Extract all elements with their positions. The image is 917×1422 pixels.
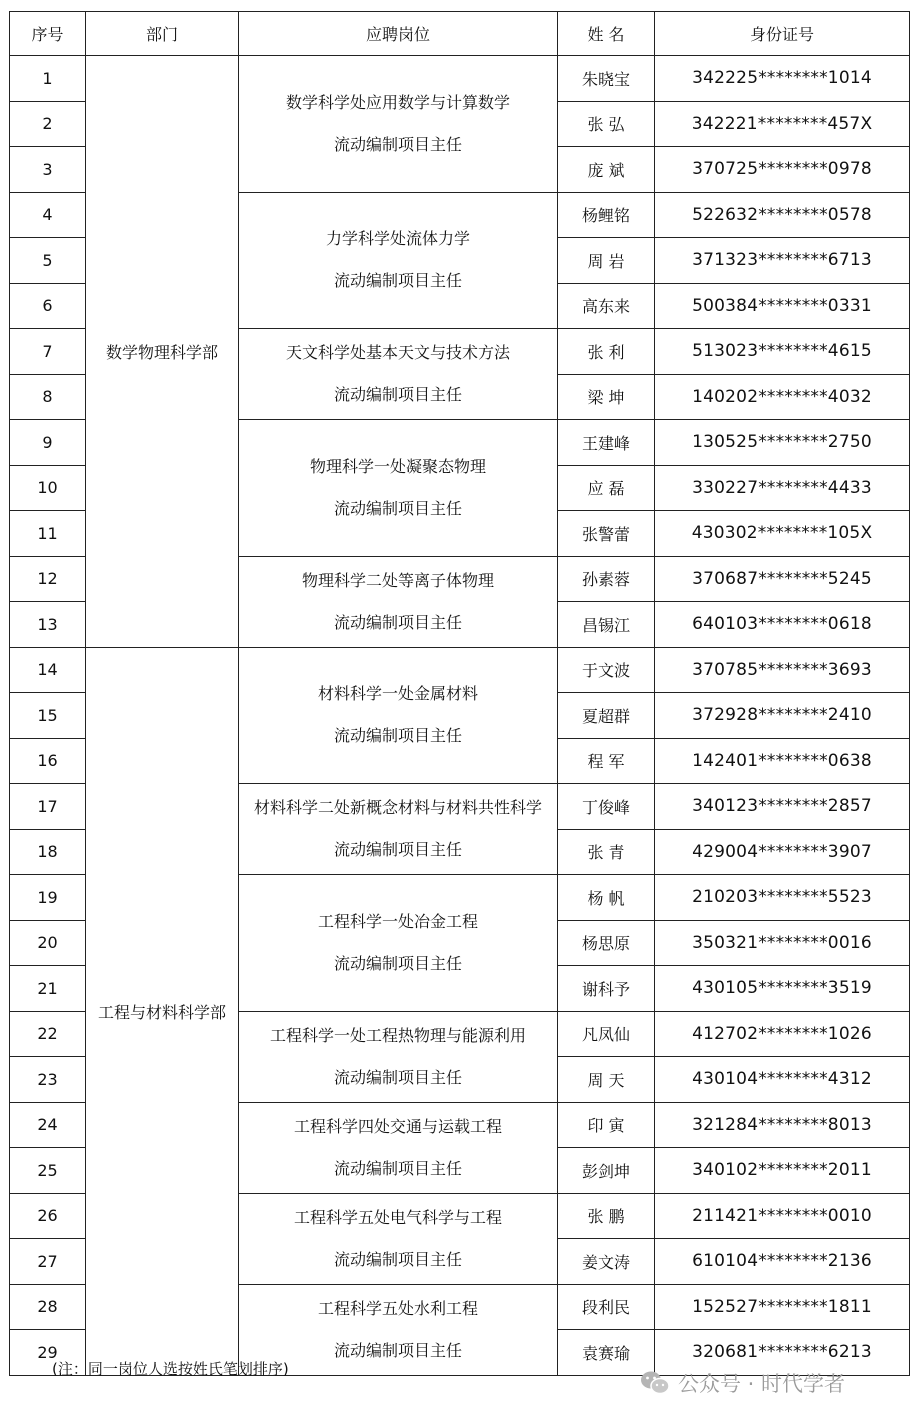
candidate-name: 彭剑坤 [558,1148,655,1194]
post-cell [239,1102,558,1193]
id-number: 371323********6713 [655,238,910,284]
id-number: 130525********2750 [655,420,910,466]
row-number: 2 [10,101,86,147]
table-row [10,647,910,693]
candidate-name: 段利民 [558,1284,655,1330]
post-role: 流动编制项目主任 [333,612,462,632]
row-number: 15 [10,693,86,739]
post-title: 材料科学一处金属材料 [317,684,478,704]
post-role: 流动编制项目主任 [333,498,462,518]
post-title: 工程科学五处水利工程 [317,1298,478,1318]
row-number: 22 [10,1011,86,1057]
id-number: 342221********457X [655,101,910,147]
post-title: 力学科学处流体力学 [325,229,470,249]
row-number: 13 [10,602,86,648]
candidate-name: 程 军 [558,738,655,784]
candidate-name: 杨 帆 [558,875,655,921]
row-number: 1 [10,56,86,102]
post-title: 天文科学处基本天文与技术方法 [285,343,510,362]
post-title: 数学科学处应用数学与计算数学 [285,92,510,112]
row-number: 29 [10,1330,86,1376]
row-number: 27 [10,1239,86,1285]
id-number: 430105********3519 [655,966,910,1012]
post-role: 流动编制项目主任 [333,840,462,859]
id-number: 372928********2410 [655,693,910,739]
post-cell [239,1193,558,1284]
row-number: 20 [10,920,86,966]
id-number: 500384********0331 [655,283,910,329]
id-number: 412702********1026 [655,1011,910,1057]
post-cell [239,647,558,784]
header-id: 身份证号 [655,12,910,56]
row-number: 5 [10,238,86,284]
post-title: 工程科学一处冶金工程 [317,911,478,931]
id-number: 370687********5245 [655,556,910,602]
candidate-name: 朱晓宝 [558,56,655,102]
row-number: 4 [10,192,86,238]
candidate-name: 张警蕾 [558,511,655,557]
watermark [640,1368,845,1398]
candidate-name: 张 鹏 [558,1193,655,1239]
candidate-name: 凡凤仙 [558,1011,655,1057]
post-role: 流动编制项目主任 [333,385,462,404]
id-number: 142401********0638 [655,738,910,784]
candidate-name: 周 岩 [558,238,655,284]
post-role: 流动编制项目主任 [333,1249,462,1269]
row-number: 14 [10,647,86,693]
row-number: 3 [10,147,86,193]
candidate-name: 杨鲤铭 [558,192,655,238]
footnote: (注：同一岗位人选按姓氏笔划排序) [52,1360,289,1378]
id-number: 210203********5523 [655,875,910,921]
id-number: 430302********105X [655,511,910,557]
id-number: 342225********1014 [655,56,910,102]
candidate-table [9,11,910,1376]
post-title: 物理科学一处凝聚态物理 [309,456,486,476]
id-number: 340102********2011 [655,1148,910,1194]
department-cell: 工程与材料科学部 [86,647,239,1375]
post-cell [239,329,558,420]
candidate-name: 于文波 [558,647,655,693]
id-number: 320681********6213 [655,1330,910,1376]
id-number: 640103********0618 [655,602,910,648]
id-number: 330227********4433 [655,465,910,511]
row-number: 24 [10,1102,86,1148]
table-header-row [10,12,910,56]
row-number: 18 [10,829,86,875]
candidate-name: 应 磊 [558,465,655,511]
row-number: 12 [10,556,86,602]
post-cell [239,556,558,647]
post-role: 流动编制项目主任 [333,271,462,291]
post-cell [239,192,558,329]
row-number: 16 [10,738,86,784]
candidate-name: 姜文涛 [558,1239,655,1285]
candidate-name: 王建峰 [558,420,655,466]
row-number: 21 [10,966,86,1012]
row-number: 26 [10,1193,86,1239]
post-title: 工程科学一处工程热物理与能源利用 [269,1025,526,1045]
header-post: 应聘岗位 [239,12,558,56]
row-number: 28 [10,1284,86,1330]
candidate-name: 丁俊峰 [558,784,655,830]
candidate-name: 张 青 [558,829,655,875]
post-role: 流动编制项目主任 [333,953,462,973]
id-number: 152527********1811 [655,1284,910,1330]
candidate-name: 张 弘 [558,101,655,147]
row-number: 11 [10,511,86,557]
id-number: 211421********0010 [655,1193,910,1239]
row-number: 17 [10,784,86,830]
post-title: 工程科学五处电气科学与工程 [293,1207,502,1227]
table-row [10,56,910,102]
id-number: 140202********4032 [655,374,910,420]
candidate-name: 梁 坤 [558,374,655,420]
candidate-name: 印 寅 [558,1102,655,1148]
post-role: 流动编制项目主任 [333,134,462,154]
candidate-name: 夏超群 [558,693,655,739]
header-name: 姓 名 [558,12,655,56]
post-role: 流动编制项目主任 [333,1340,462,1360]
post-cell [239,875,558,1012]
candidate-name: 杨思原 [558,920,655,966]
watermark-text: 公众号 · 时代学者 [678,1372,846,1396]
id-number: 522632********0578 [655,192,910,238]
id-number: 350321********0016 [655,920,910,966]
post-cell [239,56,558,193]
row-number: 23 [10,1057,86,1103]
id-number: 370725********0978 [655,147,910,193]
row-number: 10 [10,465,86,511]
candidate-name: 周 天 [558,1057,655,1103]
id-number: 430104********4312 [655,1057,910,1103]
post-cell [239,420,558,557]
row-number: 7 [10,329,86,375]
id-number: 429004********3907 [655,829,910,875]
post-cell [239,1011,558,1102]
department-cell: 数学物理科学部 [86,56,239,648]
candidate-name: 高东来 [558,283,655,329]
row-number: 6 [10,283,86,329]
post-role: 流动编制项目主任 [333,1158,462,1178]
header-dept: 部门 [86,12,239,56]
row-number: 9 [10,420,86,466]
post-cell [239,784,558,875]
id-number: 340123********2857 [655,784,910,830]
post-title: 工程科学四处交通与运载工程 [293,1116,502,1136]
candidate-name: 昌锡江 [558,602,655,648]
post-role: 流动编制项目主任 [333,726,462,746]
post-title: 材料科学二处新概念材料与材料共性科学 [253,798,542,817]
candidate-name: 袁赛瑜 [558,1330,655,1376]
candidate-name: 张 利 [558,329,655,375]
candidate-name: 庞 斌 [558,147,655,193]
table-body [10,56,910,1376]
id-number: 321284********8013 [655,1102,910,1148]
id-number: 610104********2136 [655,1239,910,1285]
post-title: 物理科学二处等离子体物理 [301,570,494,590]
wechat-icon [640,1370,670,1396]
id-number: 370785********3693 [655,647,910,693]
row-number: 19 [10,875,86,921]
candidate-name: 孙素蓉 [558,556,655,602]
id-number: 513023********4615 [655,329,910,375]
row-number: 8 [10,374,86,420]
post-role: 流动编制项目主任 [333,1067,462,1087]
candidate-name: 谢科予 [558,966,655,1012]
header-no: 序号 [10,12,86,56]
row-number: 25 [10,1148,86,1194]
